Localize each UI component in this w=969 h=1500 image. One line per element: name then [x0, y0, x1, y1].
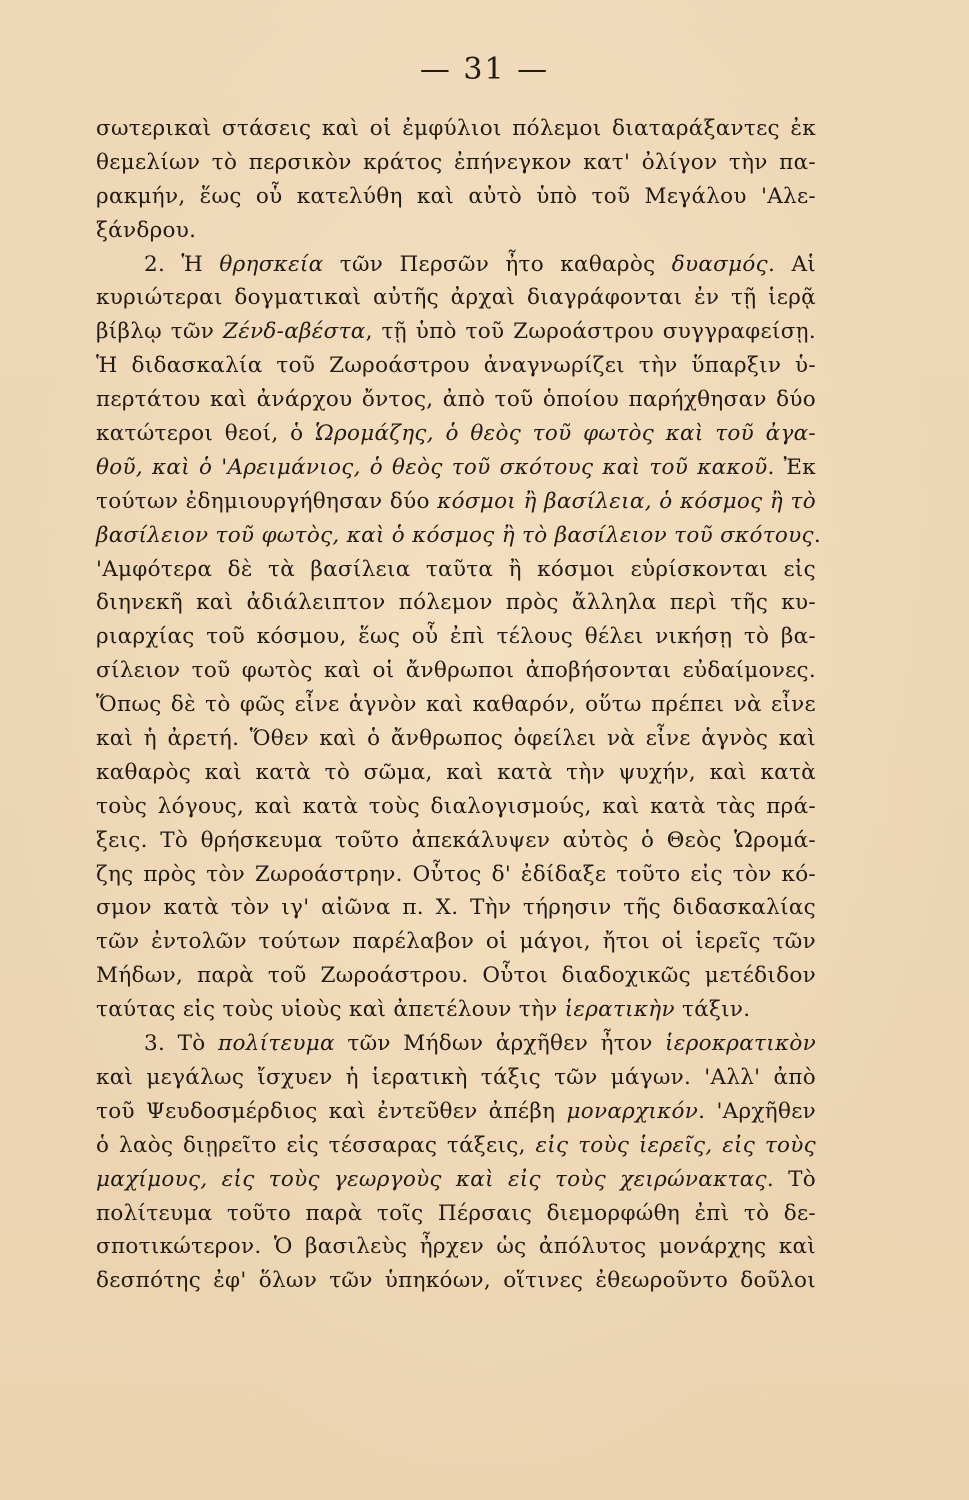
italic-segment: ἱερατικὴν [564, 997, 675, 1023]
text-segment: τῶν Περσῶν ἦτο καθαρὸς [323, 251, 672, 277]
text-line [96, 824, 816, 858]
text-segment: ρακμήν, ἕως οὗ κατελύθη καὶ αὐτὸ ὑπὸ τοῦ Μεγάλου 'Αλε- [96, 183, 816, 209]
italic-segment: κόσμοι ἢ βασίλεια, ὁ κόσμος ἢ τὸ [437, 488, 816, 514]
text-line [96, 451, 816, 485]
italic-segment: πολίτευμα [218, 1031, 335, 1057]
text-line [96, 519, 821, 553]
text-segment: τῶν ἐντολῶν τούτων παρέλαβον οἱ μάγοι, ἤτοι οἱ ἱερεῖς τῶν [96, 929, 816, 955]
italic-segment: θρησκεία [219, 251, 324, 277]
text-line [96, 722, 816, 756]
text-segment: ριαρχίας τοῦ κόσμου, ἕως οὗ ἐπὶ τέλους θέλει νικήσῃ τὸ βα- [96, 624, 816, 650]
text-line [96, 146, 816, 180]
text-line [96, 756, 816, 790]
text-segment: ξάνδρου. [96, 217, 197, 243]
italic-segment: μοναρχικόν [566, 1098, 699, 1124]
text-segment: . Ἐκ [767, 454, 816, 480]
text-segment: 2. Ἡ [144, 251, 220, 277]
italic-segment: μαχίμους, εἰς τοὺς γεωργοὺς καὶ εἰς τοὺς χειρώνακτας [96, 1166, 767, 1192]
text-line [96, 1264, 816, 1298]
text-line [96, 620, 816, 654]
italic-segment: δυασμός [671, 251, 769, 277]
text-segment: Ἡ διδασκαλία τοῦ Ζωροάστρου ἀναγνωρίζει τὴν ὕπαρξιν ὑ- [96, 353, 816, 379]
text-segment: σποτικώτερον. Ὁ βασιλεὺς ἦρχεν ὡς ἀπόλυτος μονάρχης καὶ [96, 1234, 816, 1260]
text-segment: κυριώτεραι δογματικαὶ αὐτῆς ἀρχαὶ διαγράφονται ἐν τῇ ἱερᾷ [96, 285, 816, 311]
italic-segment: Ὡρομάζης, ὁ θεὸς τοῦ φωτὸς καὶ τοῦ ἀγα- [315, 421, 816, 447]
text-line [96, 925, 816, 959]
body-text [96, 112, 821, 1298]
text-segment: τούτων ἐδημιουργήθησαν δύο [96, 488, 438, 514]
text-line [96, 315, 816, 349]
text-line [96, 383, 816, 417]
text-segment: 'Αμφότερα δὲ τὰ βασίλεια ταῦτα ἢ κόσμοι εὑρίσκονται εἰς [96, 556, 816, 582]
text-line [96, 112, 816, 146]
text-line [96, 586, 816, 620]
page-number: — 31 — [419, 52, 550, 87]
text-line [96, 1095, 816, 1129]
text-segment: καὶ μεγάλως ἴσχυεν ἡ ἱερατικὴ τάξις τῶν μάγων. 'Αλλ' ἀπὸ [96, 1064, 816, 1090]
text-segment: Ὅπως δὲ τὸ φῶς εἶνε ἁγνὸν καὶ καθαρόν, οὕτω πρέπει νὰ εἶνε [96, 692, 816, 718]
italic-segment: ἱεροκρατικὸν [665, 1031, 816, 1057]
text-segment: , τῇ ὑπὸ τοῦ Ζωροάστρου συγγραφείσῃ. [365, 319, 816, 345]
text-segment: διηνεκῆ καὶ ἀδιάλειπτον πόλεμον πρὸς ἄλληλα περὶ τῆς κυ- [96, 590, 816, 616]
text-line [96, 858, 816, 892]
text-segment: τοῦ Ψευδοσμέρδιος καὶ ἐντεῦθεν ἀπέβη [96, 1098, 567, 1124]
text-segment: κατώτεροι θεοί, ὁ [96, 421, 316, 447]
text-segment: δεσπότης ἐφ' ὅλων τῶν ὑπηκόων, οἵτινες ἐθεωροῦντο δοῦλοι [96, 1268, 816, 1294]
italic-segment: βασίλειον τοῦ φωτὸς, καὶ ὁ κόσμος ἢ τὸ βασίλειον τοῦ σκότους [96, 522, 814, 548]
text-line [96, 1197, 816, 1231]
text-segment: ὁ λαὸς διῃρεῖτο εἰς τέσσαρας τάξεις, [96, 1132, 536, 1158]
text-segment: . 'Αρχῆθεν [698, 1098, 816, 1124]
text-segment: τοὺς λόγους, καὶ κατὰ τοὺς διαλογισμούς, καὶ κατὰ τὰς πρά- [96, 793, 816, 819]
text-segment: θεμελίων τὸ περσικὸν κράτος ἐπήνεγκον κατ' ὀλίγον τὴν πα- [96, 149, 816, 175]
text-segment: ξεις. Τὸ θρήσκευμα τοῦτο ἀπεκάλυψεν αὐτὸς ὁ Θεὸς Ὡρομά- [96, 827, 816, 853]
text-line [96, 654, 816, 688]
text-line [96, 180, 816, 214]
text-line [96, 688, 816, 722]
text-segment: καθαρὸς καὶ κατὰ τὸ σῶμα, καὶ κατὰ τὴν ψυχήν, καὶ κατὰ [96, 759, 816, 785]
text-line [96, 1061, 816, 1095]
text-line [96, 1163, 816, 1197]
text-segment: . [813, 522, 821, 548]
text-line [96, 1230, 816, 1264]
text-segment: σίλειον τοῦ φωτὸς καὶ οἱ ἄνθρωποι ἀποβήσονται εὐδαίμονες. [96, 658, 816, 684]
text-segment: σμον κατὰ τὸν ιγ' αἰῶνα π. Χ. Τὴν τήρησιν τῆς διδασκαλίας [96, 895, 816, 921]
text-line [96, 959, 816, 993]
text-line [96, 891, 816, 925]
text-line [96, 553, 816, 587]
text-line [96, 248, 816, 282]
text-segment: πολίτευμα τοῦτο παρὰ τοῖς Πέρσαις διεμορφώθη ἐπὶ τὸ δε- [96, 1200, 816, 1226]
text-line [96, 993, 816, 1027]
italic-segment: εἰς τοὺς ἱερεῖς, εἰς τοὺς [535, 1132, 816, 1158]
italic-segment: Ζένδ-αβέστα [222, 319, 366, 345]
text-line [96, 214, 816, 248]
text-segment: περτάτου καὶ ἀνάρχου ὄντος, ἀπὸ τοῦ ὁποίου παρήχθησαν δύο [96, 387, 816, 413]
text-segment: . Τὸ [766, 1166, 816, 1192]
text-segment: ταύτας εἰς τοὺς υἱοὺς καὶ ἀπετέλουν τὴν [96, 997, 565, 1023]
text-line [96, 790, 816, 824]
text-segment: τάξιν. [674, 997, 751, 1023]
text-segment: σωτερικαὶ στάσεις καὶ οἱ ἐμφύλιοι πόλεμοι διαταράξαντες ἐκ [96, 116, 816, 141]
text-line [96, 485, 816, 519]
text-line [96, 1027, 816, 1061]
italic-segment: θοῦ, καὶ ὁ 'Αρειμάνιος, ὁ θεὸς τοῦ σκότους καὶ τοῦ κακοῦ [96, 454, 768, 480]
text-segment: τῶν Μήδων ἀρχῆθεν ἦτον [334, 1031, 666, 1057]
text-line [96, 281, 816, 315]
text-segment: Μήδων, παρὰ τοῦ Ζωροάστρου. Οὗτοι διαδοχικῶς μετέδιδον [96, 963, 816, 989]
text-segment: βίβλῳ τῶν [96, 319, 223, 345]
text-line [96, 417, 816, 451]
text-segment: . Αἱ [768, 251, 817, 277]
text-segment: καὶ ἡ ἀρετή. Ὅθεν καὶ ὁ ἄνθρωπος ὀφείλει νὰ εἶνε ἁγνὸς καὶ [96, 726, 816, 752]
text-line [96, 1129, 816, 1163]
text-segment: 3. Τὸ [144, 1031, 219, 1057]
text-segment: ζης πρὸς τὸν Ζωροάστρην. Οὗτος δ' ἐδίδαξε τοῦτο εἰς τὸν κό- [96, 861, 816, 887]
text-line [96, 349, 816, 383]
